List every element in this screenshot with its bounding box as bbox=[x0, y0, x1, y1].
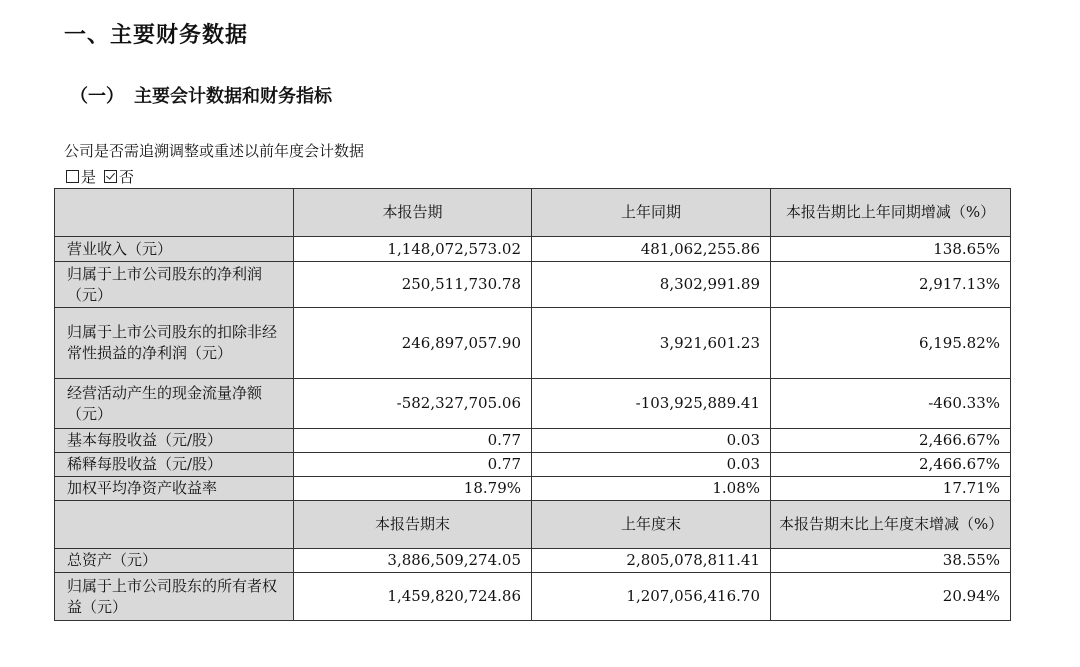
table-cell: 2,805,078,811.41 bbox=[532, 549, 771, 573]
subsection-title: 主要会计数据和财务指标 bbox=[134, 86, 332, 107]
header-cell: 本报告期末 bbox=[294, 501, 532, 549]
table-cell: 1,207,056,416.70 bbox=[532, 573, 771, 621]
table-cell: 3,921,601.23 bbox=[532, 308, 771, 379]
table-cell: 1,148,072,573.02 bbox=[294, 237, 532, 262]
option-no[interactable] bbox=[104, 166, 134, 187]
section-heading: 一、主要财务数据 bbox=[64, 23, 249, 48]
table-cell: 138.65% bbox=[771, 237, 1011, 262]
table-cell: 3,886,509,274.05 bbox=[294, 549, 532, 573]
subsection-number: （一） bbox=[70, 86, 124, 107]
table-cell: 0.03 bbox=[532, 429, 771, 453]
table-cell: -582,327,705.06 bbox=[294, 379, 532, 429]
header-cell-empty bbox=[55, 501, 294, 549]
table-cell: 20.94% bbox=[771, 573, 1011, 621]
row-label: 归属于上市公司股东的所有者权益（元） bbox=[55, 573, 294, 621]
table-cell: 250,511,730.78 bbox=[294, 262, 532, 308]
table-row bbox=[55, 453, 1011, 477]
table-cell: 6,195.82% bbox=[771, 308, 1011, 379]
header-cell-empty bbox=[55, 189, 294, 237]
table-cell: 0.77 bbox=[294, 453, 532, 477]
restatement-options bbox=[66, 166, 142, 187]
header-cell: 本报告期末比上年度末增减（%） bbox=[771, 501, 1011, 549]
table-cell: 38.55% bbox=[771, 549, 1011, 573]
table-cell: 2,466.67% bbox=[771, 453, 1011, 477]
table-row bbox=[55, 237, 1011, 262]
table-row bbox=[55, 549, 1011, 573]
table-cell: 2,466.67% bbox=[771, 429, 1011, 453]
table-cell: -103,925,889.41 bbox=[532, 379, 771, 429]
table-cell: 1,459,820,724.86 bbox=[294, 573, 532, 621]
row-label: 营业收入（元） bbox=[55, 237, 294, 262]
table-header-row bbox=[55, 189, 1011, 237]
table-header-row bbox=[55, 501, 1011, 549]
option-yes-label: 是 bbox=[81, 168, 97, 186]
row-label: 基本每股收益（元/股） bbox=[55, 429, 294, 453]
row-label: 经营活动产生的现金流量净额（元） bbox=[55, 379, 294, 429]
table-cell: -460.33% bbox=[771, 379, 1011, 429]
table-row bbox=[55, 379, 1011, 429]
subsection-heading bbox=[70, 82, 332, 108]
checkbox-no-checked[interactable] bbox=[104, 170, 117, 183]
table-cell: 246,897,057.90 bbox=[294, 308, 532, 379]
financial-data-table bbox=[54, 188, 1011, 621]
checkbox-yes[interactable] bbox=[66, 170, 79, 183]
row-label: 加权平均净资产收益率 bbox=[55, 477, 294, 501]
table-row bbox=[55, 477, 1011, 501]
row-label: 归属于上市公司股东的净利润（元） bbox=[55, 262, 294, 308]
row-label: 稀释每股收益（元/股） bbox=[55, 453, 294, 477]
option-no-label: 否 bbox=[119, 168, 135, 186]
table-row bbox=[55, 573, 1011, 621]
option-yes[interactable] bbox=[66, 166, 96, 187]
header-cell: 上年同期 bbox=[532, 189, 771, 237]
table-cell: 0.77 bbox=[294, 429, 532, 453]
restatement-question: 公司是否需追溯调整或重述以前年度会计数据 bbox=[64, 142, 365, 160]
header-cell: 本报告期 bbox=[294, 189, 532, 237]
table-cell: 0.03 bbox=[532, 453, 771, 477]
table-cell: 8,302,991.89 bbox=[532, 262, 771, 308]
table-cell: 481,062,255.86 bbox=[532, 237, 771, 262]
table-row bbox=[55, 429, 1011, 453]
row-label: 总资产（元） bbox=[55, 549, 294, 573]
table-cell: 2,917.13% bbox=[771, 262, 1011, 308]
table-cell: 18.79% bbox=[294, 477, 532, 501]
table-cell: 17.71% bbox=[771, 477, 1011, 501]
table-row bbox=[55, 262, 1011, 308]
row-label: 归属于上市公司股东的扣除非经常性损益的净利润（元） bbox=[55, 308, 294, 379]
header-cell: 上年度末 bbox=[532, 501, 771, 549]
header-cell: 本报告期比上年同期增减（%） bbox=[771, 189, 1011, 237]
table-cell: 1.08% bbox=[532, 477, 771, 501]
table-row bbox=[55, 308, 1011, 379]
